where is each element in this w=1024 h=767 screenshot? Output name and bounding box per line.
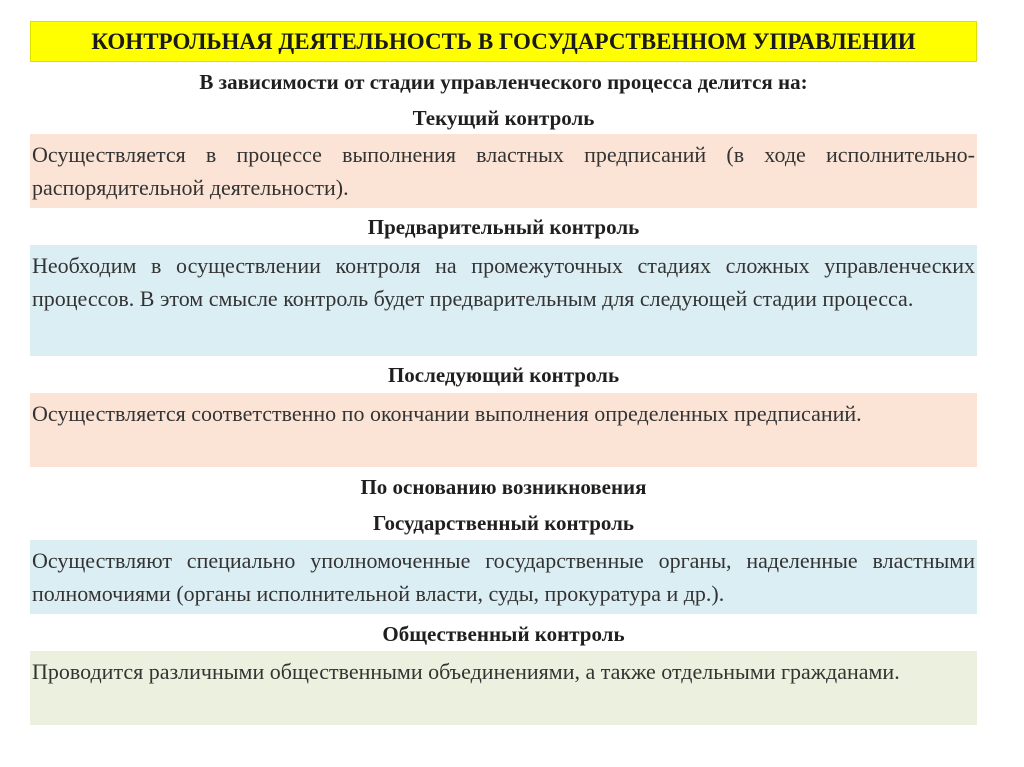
slide-title: КОНТРОЛЬНАЯ ДЕЯТЕЛЬНОСТЬ В ГОСУДАРСТВЕННОМ УПРАВЛЕНИИ — [30, 21, 977, 62]
section-heading-subsequent: Последующий контроль — [387, 362, 620, 387]
section-heading-state: Государственный контроль — [372, 510, 635, 535]
section-text-state: Осуществляют специально уполномоченные государственные органы, наделенные властными полномочиями (органы исполнительной власти, суды, прокуратура и др.). — [30, 540, 977, 614]
section-text-current: Осуществляется в процессе выполнения властных предписаний (в ходе исполнительно-распорядительной деятельности). — [30, 134, 977, 208]
section-text-preliminary: Необходим в осуществлении контроля на промежуточных стадиях сложных управленческих процессов. В этом смысле контроль будет предварительным для следующей стадии процесса. — [30, 245, 977, 356]
subtitle: В зависимости от стадии управленческого процесса делится на: — [199, 69, 808, 94]
section-heading-public: Общественный контроль — [382, 621, 625, 646]
section-heading-current: Текущий контроль — [412, 105, 595, 130]
section-text-subsequent: Осуществляется соответственно по окончании выполнения определенных предписаний. — [30, 393, 977, 467]
section-heading-preliminary: Предварительный контроль — [367, 214, 640, 239]
basis-heading: По основанию возникновения — [360, 474, 647, 499]
section-text-public: Проводится различными общественными объединениями, а также отдельными гражданами. — [30, 651, 977, 725]
